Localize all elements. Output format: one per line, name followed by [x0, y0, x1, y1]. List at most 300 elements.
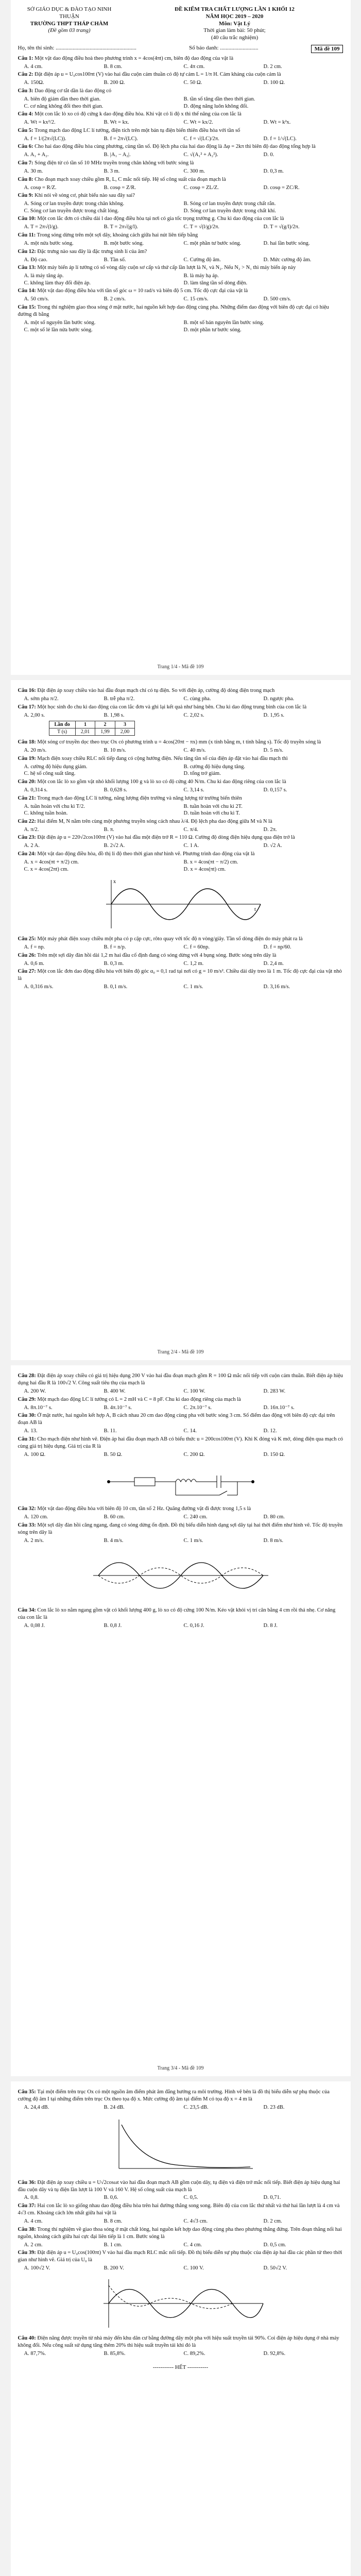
answer-option[interactable]: C. 1 A.: [183, 843, 199, 849]
answer-option[interactable]: A. 2,00 s.: [24, 712, 45, 718]
exam-page-3: [11, 1365, 351, 2081]
question-item: [18, 952, 343, 959]
question-item: [18, 2335, 343, 2349]
question-number: Câu 8:: [18, 176, 33, 182]
answer-options: [24, 2242, 343, 2249]
question-text: Đặt điện áp xoay chiều có giá trị hiệu dụng 200 V vào hai đầu đoạn mạch gồm R = 100 Ω mắc nối tiếp với cuộn cảm thuần. Biết điện áp hiệu dụng hai đầu R là 100√2 V. Công suất tiêu thụ của mạch là: [18, 1373, 343, 1386]
answer-option[interactable]: B. Sóng cơ lan truyền được trong chất rắn.: [183, 201, 276, 207]
answer-options: [24, 1514, 343, 1521]
question-item: [18, 2202, 343, 2217]
answer-option[interactable]: A. 30 m.: [24, 168, 43, 174]
question-item: [18, 55, 343, 62]
answer-option[interactable]: D. 150 Ω.: [263, 1451, 285, 1458]
question-text: Đặt điện áp u = U₀cos100πt (V) vào hai đầu cuộn cảm thuần có độ tự cảm L = 1/π H. Cảm kháng của cuộn cảm là: [33, 72, 281, 78]
answer-option[interactable]: A. 2 A.: [24, 843, 40, 849]
measurement-table: [49, 721, 135, 736]
question-item: [18, 192, 343, 199]
official-note: (Đề gồm 03 trang): [48, 27, 91, 34]
answer-option[interactable]: D. 2,4 m.: [263, 960, 284, 967]
answer-option[interactable]: A. T = 2π√(l/g).: [24, 224, 59, 230]
answer-option[interactable]: D. Sóng cơ lan truyền được trong chất khí.: [183, 208, 277, 214]
answer-option[interactable]: D. hai lần bước sóng.: [263, 240, 310, 246]
answer-option[interactable]: B. Tần số.: [104, 257, 126, 263]
answer-option[interactable]: B. trễ pha π/2.: [104, 696, 135, 702]
answer-option[interactable]: A. 4 cm.: [24, 2218, 43, 2224]
answer-options: [24, 96, 343, 110]
answer-option[interactable]: D. 1,95 s.: [263, 712, 285, 718]
answer-option[interactable]: C. √(A₁² + A₂²).: [183, 152, 218, 158]
answer-option[interactable]: B. Wt = kx.: [104, 120, 129, 126]
answer-options: [24, 696, 343, 703]
answer-option[interactable]: D. 0.: [263, 152, 274, 158]
answer-option[interactable]: D. 50√2 V.: [263, 2265, 287, 2272]
answer-option[interactable]: A. Sóng cơ lan truyền được trong chân không.: [24, 201, 125, 207]
question-number: Câu 28:: [18, 1373, 36, 1379]
answer-options: [24, 859, 343, 873]
question-text: Hai điểm M, N nằm trên cùng một phương truyền sóng cách nhau λ/4. Độ lệch pha dao động giữa M và N là: [36, 818, 272, 824]
answer-option[interactable]: C. 100 V.: [183, 2265, 204, 2272]
answer-option[interactable]: B. 60 cm.: [104, 1514, 125, 1520]
student-info: [18, 45, 343, 53]
answer-option[interactable]: A. 2 m/s.: [24, 1537, 44, 1544]
answer-option[interactable]: C. 2π.10⁻⁷ s.: [183, 1404, 212, 1411]
answer-option[interactable]: C. x = 4cos(2πt) cm.: [24, 866, 68, 872]
question-item: [18, 71, 343, 78]
answer-option[interactable]: D. 23 dB.: [263, 2104, 285, 2110]
svg-text:t: t: [254, 907, 256, 913]
answer-option[interactable]: A. là máy tăng áp.: [24, 273, 64, 279]
answer-option[interactable]: A. 100√2 V.: [24, 2265, 50, 2272]
answer-option[interactable]: C. 300 m.: [183, 168, 205, 174]
answer-option[interactable]: D. 100 Ω.: [263, 80, 285, 86]
question-number: Câu 12:: [18, 248, 36, 255]
question-text: Trong thí nghiệm giao thoa sóng ở mặt nước, hai nguồn kết hợp dao động cùng pha. Những điểm dao động với biên độ cực đại có hiệu đường đi bằng: [18, 304, 329, 317]
answer-option[interactable]: D. 16π.10⁻⁷ s.: [263, 1404, 295, 1411]
answer-option[interactable]: D. T = √(g/l)/2π.: [263, 224, 300, 230]
answer-option[interactable]: B. là máy hạ áp.: [183, 273, 219, 279]
question-text: Trong mạch dao động LC lí tưởng, điện tích trên một bản tụ điện biến thiên điều hòa với tần số: [33, 127, 240, 133]
answer-option[interactable]: B. một bước sóng.: [104, 240, 144, 246]
answer-option[interactable]: C. 50 Ω.: [183, 80, 202, 86]
question-number: Câu 21:: [18, 795, 36, 801]
answer-option[interactable]: C. 15 cm/s.: [183, 296, 209, 302]
question-item: [18, 143, 343, 150]
question-item: [18, 176, 343, 183]
question-item: [18, 1372, 343, 1387]
answer-options: [24, 119, 343, 126]
answer-options: [24, 2265, 343, 2272]
answer-option[interactable]: C. 0,16 J.: [183, 1623, 204, 1629]
question-item: [18, 2249, 343, 2264]
student-number-line: Số báo danh: ...........................: [189, 44, 259, 51]
oscillation-graph-figure: [96, 876, 266, 933]
answer-option[interactable]: A. biên độ giảm dần theo thời gian.: [24, 96, 101, 102]
answer-option[interactable]: A. 0,314 s.: [24, 787, 48, 793]
answer-option[interactable]: A. 0,8.: [24, 2195, 39, 2201]
table-cell: 1,99: [95, 728, 115, 736]
answer-option[interactable]: B. 0,1 m/s.: [104, 984, 128, 990]
student-name-line: Họ, tên thí sinh: .........................................................: [18, 44, 136, 51]
answer-option[interactable]: A. π/2.: [24, 826, 39, 833]
answer-option[interactable]: B. f = 2π√(LC).: [104, 135, 138, 142]
answer-option[interactable]: B. 4π.10⁻⁷ s.: [104, 1404, 132, 1411]
answer-option[interactable]: A. 13.: [24, 1428, 38, 1434]
answer-options: [24, 151, 343, 159]
answer-option[interactable]: B. 1 cm.: [104, 2242, 123, 2248]
question-item: [18, 968, 343, 982]
question-number: Câu 33:: [18, 1522, 36, 1528]
answer-option[interactable]: A. 0,6 m.: [24, 960, 44, 967]
answer-option[interactable]: B. 200 V.: [104, 2265, 124, 2272]
answer-option[interactable]: B. một số bán nguyên lần bước sóng.: [183, 319, 264, 326]
answer-option[interactable]: C. 3,14 s.: [183, 787, 204, 793]
answer-option[interactable]: B. tuần hoàn với chu kì 2T.: [183, 803, 243, 809]
answer-option[interactable]: C. f = √(LC)/2π.: [183, 135, 219, 142]
answer-option[interactable]: A. 2 cm.: [24, 2242, 43, 2248]
answer-options: [24, 184, 343, 192]
question-item: [18, 1412, 343, 1427]
answer-option[interactable]: B. 2 cm/s.: [104, 296, 126, 302]
question-item: [18, 851, 343, 858]
answer-option[interactable]: A. 20 m/s.: [24, 748, 47, 754]
answer-option[interactable]: C. một phần tư bước sóng.: [183, 240, 242, 246]
answer-option[interactable]: A. Độ cao.: [24, 257, 47, 263]
answer-option[interactable]: C. hệ số công suất tăng.: [24, 771, 76, 777]
question-item: [18, 1505, 343, 1513]
question-number: Câu 37:: [18, 2203, 36, 2209]
answer-option[interactable]: D. 2π.: [263, 826, 277, 833]
answer-options: [24, 2104, 343, 2111]
table-cell: 2,01: [75, 728, 95, 736]
question-number: Câu 18:: [18, 739, 36, 745]
answer-option[interactable]: B. 8 cm.: [104, 63, 123, 70]
answer-option[interactable]: A. 120 cm.: [24, 1514, 48, 1520]
answer-options: [24, 1388, 343, 1395]
answer-option[interactable]: C. 1 m/s.: [183, 984, 203, 990]
answer-option[interactable]: D. f = 1/√(LC).: [263, 135, 297, 142]
answer-option[interactable]: B. 10 m/s.: [104, 748, 126, 754]
question-text: Trong sóng dừng trên một sợi dây, khoảng cách giữa hai nút liên tiếp bằng: [36, 232, 198, 238]
answer-option[interactable]: A. 0,316 m/s.: [24, 984, 54, 990]
answer-options: [24, 319, 343, 333]
answer-options: [24, 296, 343, 303]
answer-option[interactable]: D. f = np/60.: [263, 944, 291, 951]
question-item: [18, 834, 343, 841]
answer-option[interactable]: A. x = 4cos(πt + π/2) cm.: [24, 859, 79, 865]
page-footer: Trang 3/4 - Mã đề 109: [157, 2065, 204, 2071]
answer-option[interactable]: D. 0,157 s.: [263, 787, 287, 793]
answer-option[interactable]: C. 100 W.: [183, 1388, 205, 1394]
answer-options: [24, 2218, 343, 2225]
answer-option[interactable]: B. 0,3 m.: [104, 960, 124, 967]
answer-option[interactable]: A. 87,7%.: [24, 2350, 46, 2357]
answer-option[interactable]: D. 283 W.: [263, 1388, 286, 1394]
question-item: [18, 287, 343, 295]
table-cell: 2,00: [115, 728, 135, 736]
page-footer: Trang 1/4 - Mã đề 109: [157, 664, 204, 670]
question-text: Một con lắc đơn có chiều dài l dao động điều hòa tại nơi có gia tốc trọng trường g. Chu kì dao động của con lắc là: [36, 216, 284, 222]
answer-option[interactable]: B. 1,98 s.: [104, 712, 125, 718]
answer-option[interactable]: D. một phần tư bước sóng.: [183, 327, 242, 333]
answer-option[interactable]: A. cosφ = R/Z.: [24, 184, 57, 191]
question-number: Câu 36:: [18, 2179, 36, 2185]
question-number: Câu 26:: [18, 952, 36, 958]
question-text: Trên một sợi dây đàn hồi dài 1,2 m hai đầu cố định đang có sóng dừng với 4 bụng sóng. Bước sóng trên dây là: [36, 952, 277, 958]
answer-option[interactable]: C. cùng pha.: [183, 696, 211, 702]
header-right: [126, 6, 343, 42]
answer-options: [24, 764, 343, 777]
answer-option[interactable]: B. 400 W.: [104, 1388, 126, 1394]
answer-option[interactable]: B. 50 Ω.: [104, 1451, 123, 1458]
answer-option[interactable]: C. 200 Ω.: [183, 1451, 205, 1458]
answer-option[interactable]: D. 0,5 cm.: [263, 2242, 286, 2248]
answer-option[interactable]: C. Sóng cơ lan truyền được trong chất lỏng.: [24, 208, 119, 214]
question-item: [18, 127, 343, 134]
answer-option[interactable]: D. cosφ = ZC/R.: [263, 184, 300, 191]
question-list-page-2c: [18, 936, 343, 991]
question-text: Đặt điện áp u = 220√2cos100πt (V) vào hai đầu một điện trở R = 110 Ω. Cường độ dòng điện hiệu dụng qua điện trở là: [36, 835, 295, 841]
question-item: [18, 264, 343, 272]
answer-option[interactable]: D. 80 cm.: [263, 1514, 285, 1520]
answer-option[interactable]: B. 0,8 J.: [104, 1623, 122, 1629]
answer-option[interactable]: D. 8 m/s.: [263, 1537, 284, 1544]
sound-intensity-graph-figure: [104, 2114, 258, 2176]
header-left: [18, 6, 121, 42]
question-item: [18, 248, 343, 256]
question-number: Câu 4:: [18, 111, 33, 117]
answer-option[interactable]: C. 4√3 cm.: [183, 2218, 208, 2224]
question-number: Câu 32:: [18, 1506, 36, 1512]
answer-option[interactable]: C. 23,5 dB.: [183, 2104, 209, 2110]
answer-option[interactable]: C. 0,5.: [183, 2195, 198, 2201]
answer-option[interactable]: B. 11.: [104, 1428, 117, 1434]
question-list-page-3a: [18, 1372, 343, 1458]
question-number: Câu 2:: [18, 72, 33, 78]
answer-option[interactable]: B. π.: [104, 826, 114, 833]
answer-option[interactable]: A. 150Ω.: [24, 80, 44, 86]
answer-option[interactable]: D. 0,71.: [263, 2195, 281, 2201]
answer-option[interactable]: D. Mức cường độ âm.: [263, 257, 312, 263]
question-number: Câu 3:: [18, 88, 33, 94]
page-footer: Trang 2/4 - Mã đề 109: [157, 1349, 204, 1355]
answer-option[interactable]: D. √2 A.: [263, 843, 282, 849]
answer-option[interactable]: C. 14.: [183, 1428, 197, 1434]
answer-option[interactable]: C. 4π cm.: [183, 63, 205, 70]
answer-option[interactable]: C. f = 60np.: [183, 944, 210, 951]
answer-option[interactable]: B. 200 Ω.: [104, 80, 125, 86]
exam-code-box: Mã đề 109: [311, 45, 343, 53]
time-limit: Thời gian làm bài: 50 phút;: [203, 27, 266, 34]
answer-options: [24, 960, 343, 968]
answer-option[interactable]: B. cosφ = Z/R.: [104, 184, 136, 191]
answer-option[interactable]: C. π/4.: [183, 826, 198, 833]
answer-option[interactable]: C. một số lẻ lần nửa bước sóng.: [24, 327, 93, 333]
answer-option[interactable]: D. động năng luôn không đổi.: [183, 103, 249, 109]
table-header-cell: 3: [115, 721, 135, 728]
question-item: [18, 687, 343, 694]
answer-option[interactable]: A. A₁ + A₂.: [24, 152, 49, 158]
question-text: Trong thí nghiệm về giao thoa sóng ở mặt chất lỏng, hai nguồn kết hợp dao động cùng pha theo phương thẳng đứng. Trên đoạn thẳng nối hai nguồn, khoảng cách giữa hai cực đại liên tiếp là 1 cm. Bước sóng là: [18, 2226, 342, 2240]
answer-option[interactable]: B. |A₁ − A₂|.: [104, 152, 131, 158]
answer-option[interactable]: C. 2,02 s.: [183, 712, 204, 718]
answer-option[interactable]: B. T = 2π√(g/l).: [104, 224, 138, 230]
question-number: Câu 38:: [18, 2226, 36, 2232]
question-number: Câu 25:: [18, 936, 36, 942]
question-number: Câu 13:: [18, 265, 36, 271]
question-number: Câu 16:: [18, 688, 36, 693]
answer-option[interactable]: D. tuần hoàn với chu kì T.: [183, 810, 240, 817]
exam-page-1: [11, 0, 351, 680]
question-number: Câu 14:: [18, 288, 36, 294]
question-item: [18, 755, 343, 762]
table-header-cell: Lần đo: [49, 721, 75, 728]
question-item: [18, 778, 343, 786]
answer-options: [24, 257, 343, 264]
question-list-page-1: [18, 55, 343, 333]
question-number: Câu 7:: [18, 160, 33, 166]
question-number: Câu 20:: [18, 779, 36, 785]
answer-option[interactable]: B. 8 cm.: [104, 2218, 123, 2224]
answer-options: [24, 1428, 343, 1435]
question-text: Một vật dao động điều hòa với tần số góc ω = 10 rad/s và biên độ 5 cm. Tốc độ cực đại của vật là: [36, 288, 248, 294]
answer-option[interactable]: C. không tuần hoàn.: [24, 810, 68, 817]
answer-option[interactable]: D. 0,3 m.: [263, 168, 284, 174]
answer-option[interactable]: D. 2 cm.: [263, 63, 282, 70]
question-text: Một máy phát điện xoay chiều một pha có p cặp cực, rôto quay với tốc độ n vòng/giây. Tần số dòng điện do máy phát ra là: [36, 936, 303, 942]
answer-option[interactable]: A. 8π.10⁻⁷ s.: [24, 1404, 53, 1411]
question-item: [18, 1396, 343, 1403]
answer-option[interactable]: A. tuần hoàn với chu kì T/2.: [24, 803, 85, 809]
answer-option[interactable]: A. 4 cm.: [24, 63, 43, 70]
answer-option[interactable]: A. 24,4 dB.: [24, 2104, 49, 2110]
answer-option[interactable]: D. làm tăng tần số dòng điện.: [183, 280, 248, 286]
answer-option[interactable]: A. Wt = kx²/2.: [24, 120, 56, 126]
answer-options: [24, 826, 343, 834]
answer-option[interactable]: A. một số nguyên lần bước sóng.: [24, 319, 96, 326]
question-text: Một vật dao động điều hoà theo phương trình x = 4cos(4πt) cm, biên độ dao động của vật là: [33, 55, 233, 61]
question-item: [18, 232, 343, 239]
table-cell: T (s): [49, 728, 75, 736]
answer-options: [24, 63, 343, 71]
answer-option[interactable]: B. cường độ hiệu dụng tăng.: [183, 764, 245, 770]
answer-option[interactable]: B. 24 dB.: [104, 2104, 125, 2110]
svg-text:x: x: [113, 879, 116, 885]
answer-option[interactable]: D. 92,8%.: [263, 2350, 286, 2357]
question-text: Một máy biến áp lí tưởng có số vòng dây cuộn sơ cấp và thứ cấp lần lượt là N₁ và N₂. Nếu N₂ > N₁ thì máy biến áp này: [36, 265, 296, 271]
answer-option[interactable]: D. 12.: [263, 1428, 277, 1434]
question-list-page-3b: [18, 1505, 343, 1544]
answer-option[interactable]: C. T = √(l/g)/2π.: [183, 224, 219, 230]
question-text: Trong mạch dao động LC lí tưởng, năng lượng điện trường và năng lượng từ trường biến thiên: [36, 795, 242, 801]
answer-option[interactable]: D. tổng trở giảm.: [183, 771, 221, 777]
voltage-graph-figure: [93, 2275, 268, 2332]
question-item: [18, 215, 343, 223]
question-number: Câu 23:: [18, 835, 36, 841]
answer-option[interactable]: D. Wt = k²x.: [263, 120, 291, 126]
answer-option[interactable]: D. ngược pha.: [263, 696, 295, 702]
answer-option[interactable]: C. không làm thay đổi điện áp.: [24, 280, 91, 286]
answer-option[interactable]: C. cơ năng không đổi theo thời gian.: [24, 103, 104, 109]
question-text: Điện năng được truyền từ nhà máy đến khu dân cư bằng đường dây một pha với hiệu suất truyền tải 90%. Coi điện áp hiệu dụng ở nhà máy không đổi. Nếu công suất sử dụng tăng thêm 20% thì hiệu suất truyền tải khi đó là: [18, 2335, 339, 2348]
question-list-page-4c: [18, 2335, 343, 2358]
answer-option[interactable]: C. 4 cm.: [183, 2242, 202, 2248]
answer-option[interactable]: A. sớm pha π/2.: [24, 696, 59, 702]
answer-option[interactable]: B. 0,6.: [104, 2195, 118, 2201]
exam-page-4: [11, 2081, 351, 2576]
answer-option[interactable]: C. 1,2 m.: [183, 960, 204, 967]
answer-option[interactable]: A. 200 W.: [24, 1388, 46, 1394]
standing-wave-figure: [88, 1547, 273, 1604]
question-number: Câu 5:: [18, 127, 33, 133]
answer-option[interactable]: D. 5 m/s.: [263, 748, 284, 754]
answer-options: [24, 273, 343, 286]
answer-option[interactable]: A. 0,08 J.: [24, 1623, 45, 1629]
answer-option[interactable]: C. 1 m/s.: [183, 1537, 203, 1544]
answer-option[interactable]: C. Wt = kx/2.: [183, 120, 213, 126]
answer-option[interactable]: C. 40 m/s.: [183, 748, 206, 754]
answer-option[interactable]: A. f = np.: [24, 944, 45, 951]
answer-option[interactable]: C. Cường độ âm.: [183, 257, 221, 263]
question-text: Cho mạch điện như hình vẽ. Điện áp hai đầu đoạn mạch AB có biểu thức u = 200cos100πt (V). Khi K đóng và K mở, dòng điện qua mạch có cùng giá trị hiệu dụng. Giá trị của R là: [18, 1436, 343, 1449]
answer-option[interactable]: B. f = n/p.: [104, 944, 126, 951]
answer-option[interactable]: C. 89,2%.: [183, 2350, 205, 2357]
answer-option[interactable]: B. 0,628 s.: [104, 787, 127, 793]
table-row: [49, 728, 135, 736]
question-item: [18, 704, 343, 711]
answer-options: [24, 79, 343, 87]
question-item: [18, 2089, 343, 2103]
answer-options: [24, 803, 343, 817]
answer-option[interactable]: A. 50 cm/s.: [24, 296, 49, 302]
answer-option[interactable]: C. 240 cm.: [183, 1514, 208, 1520]
answer-option[interactable]: A. f = 1/(2π√(LC)).: [24, 135, 66, 142]
question-text: Sóng điện từ có tần số 10 MHz truyền trong chân không với bước sóng là: [33, 160, 194, 166]
question-item: [18, 936, 343, 943]
answer-option[interactable]: B. tần số tăng dần theo thời gian.: [183, 96, 255, 102]
answer-option[interactable]: B. 3 m.: [104, 168, 120, 174]
end-of-exam: ----------- HẾT -----------: [152, 2364, 209, 2371]
answer-options: [24, 984, 343, 991]
answer-option[interactable]: B. 85,8%.: [104, 2350, 126, 2357]
answer-option[interactable]: A. 100 Ω.: [24, 1451, 46, 1458]
table-header-row: [49, 721, 135, 728]
question-list-page-2b: [18, 739, 343, 873]
answer-option[interactable]: D. 2 cm.: [263, 2218, 282, 2224]
answer-option[interactable]: C. cosφ = ZL/Z.: [183, 184, 219, 191]
circuit-diagram-figure: [104, 1461, 258, 1502]
question-text: Cho hai dao động điều hòa cùng phương, cùng tần số. Độ lệch pha của hai dao động là Δφ = 2kπ thì biên độ dao động tổng hợp là: [33, 144, 316, 150]
question-text: Một con lắc lò xo gồm vật nhỏ khối lượng 100 g và lò xo có độ cứng 40 N/m. Chu kì dao động riêng của con lắc là: [36, 779, 286, 785]
answer-option[interactable]: D. 3,16 m/s.: [263, 984, 290, 990]
answer-option[interactable]: B. x = 4cos(πt − π/2) cm.: [183, 859, 238, 865]
answer-option[interactable]: A. một nửa bước sóng.: [24, 240, 74, 246]
question-text: Con lắc lò xo nằm ngang gồm vật có khối lượng 400 g, lò xo có độ cứng 100 N/m. Kéo vật khỏi vị trí cân bằng 4 cm rồi thả nhẹ. Cơ năng của con lắc là: [18, 1607, 336, 1621]
question-text: Một học sinh đo chu kì dao động của con lắc đơn và ghi lại kết quả như bảng bên. Chu kì dao động trung bình của con lắc là: [36, 704, 307, 710]
answer-option[interactable]: D. x = 4cos(πt) cm.: [183, 866, 226, 872]
question-number: Câu 9:: [18, 193, 33, 199]
question-text: Một sóng cơ truyền dọc theo trục Ox có phương trình u = 4cos(20πt − πx) mm (x tính bằng m, t tính bằng s). Tốc độ truyền sóng là: [36, 739, 321, 745]
answer-option[interactable]: D. 500 cm/s.: [263, 296, 291, 302]
question-item: [18, 1436, 343, 1450]
question-number: Câu 30:: [18, 1413, 36, 1419]
exam-title: ĐỀ KIỂM TRA CHẤT LƯỢNG LẦN 1 KHỐI 12: [175, 6, 295, 12]
question-text: Đặt điện áp xoay chiều vào hai đầu đoạn mạch chỉ có tụ điện. So với điện áp, cường độ dòng điện trong mạch: [36, 688, 275, 693]
answer-option[interactable]: B. 2√2 A.: [104, 843, 125, 849]
answer-option[interactable]: D. 8 J.: [263, 1623, 278, 1629]
answer-option[interactable]: A. cường độ hiệu dụng giảm.: [24, 764, 88, 770]
question-item: [18, 88, 343, 95]
answer-option[interactable]: B. 4 m/s.: [104, 1537, 124, 1544]
